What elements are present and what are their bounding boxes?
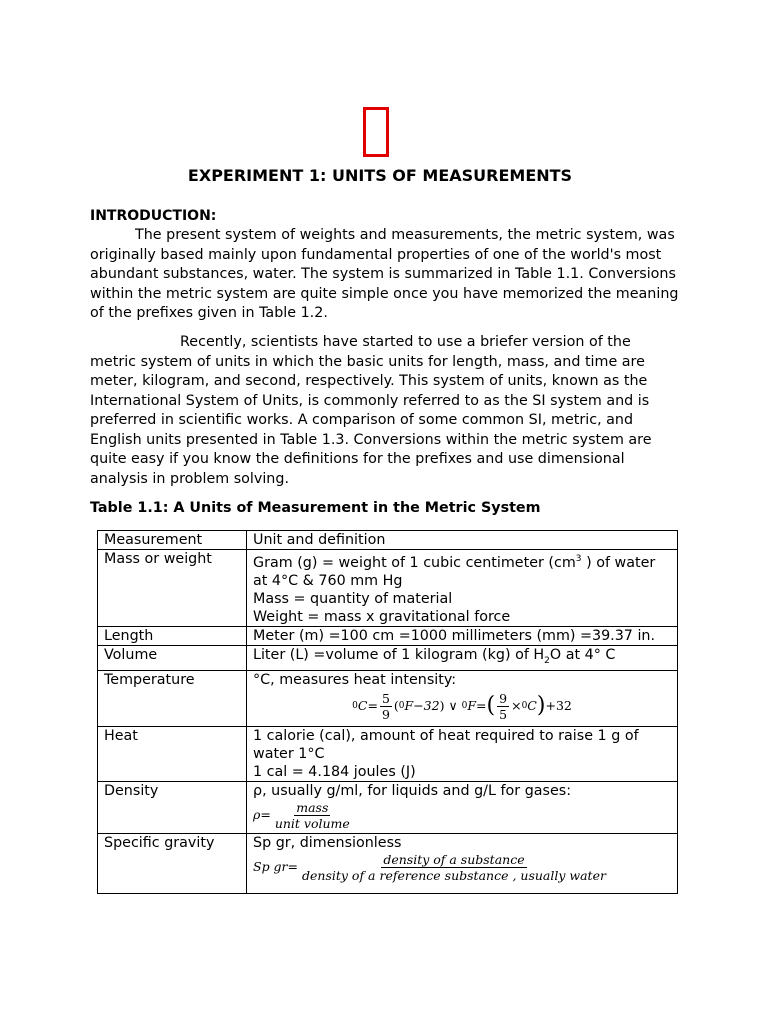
introduction-paragraph-2: Recently, scientists have started to use a briefer version of the metric system of units in which the basic units for length, mass, and time are meter, kilogram, and second, respectively. This system of units, known as the International System of Units, is commonly referred to as the SI system and is preferred in scientific works. A comparison of some common SI, metric, and English units presented in Table 1.3. Conversions within the metric system are quite easy if you know the definitions for the prefixes and use dimensional analysis in problem solving.: [90, 334, 652, 487]
volume-definition: Liter (L) =volume of 1 kilogram (kg) of $H_2O$ at 4° C: [247, 645, 678, 670]
specific-gravity-definition: [247, 833, 678, 893]
table-caption: Table 1.1: A Units of Measurement in the Metric System: [90, 500, 541, 516]
introduction-paragraph-1: The present system of weights and measurements, the metric system, was originally based mainly upon fundamental properties of one of the world's most abundant substances, water. The system is summarized in Table 1.1. Conversions within the metric system are quite simple once you have memorized the meaning of the prefixes given in Table 1.2.: [90, 227, 679, 321]
table-row-length: [98, 626, 678, 645]
specific-gravity-label: Specific gravity: [98, 833, 247, 893]
specific-gravity-formula: Sp gr= $\frac{\text{density of a substance}}{\text{density of a reference substance , usually water}}$: [253, 851, 606, 883]
mass-definition: [247, 550, 678, 627]
page-title: EXPERIMENT 1: UNITS OF MEASUREMENTS: [187, 166, 573, 185]
temperature-text: °C, measures heat intensity:: [253, 671, 457, 688]
heat-label: Heat: [98, 726, 247, 781]
temperature-label: Temperature: [98, 670, 247, 726]
table-row-temperature: [98, 670, 678, 726]
mass-line-1: Gram (g) = weight of 1 cubic centimeter ($cm^3$ ) of water at 4°C & 760 mm Hg: [253, 554, 656, 589]
table-header-row: [98, 531, 678, 550]
density-text: ρ, usually g/ml, for liquids and g/L for gases:: [253, 782, 572, 799]
table-row-heat: [98, 726, 678, 781]
units-table: [97, 530, 678, 894]
mass-line-2: Mass = quantity of material: [253, 590, 453, 607]
mass-label: Mass or weight: [98, 550, 247, 627]
temperature-definition: [247, 670, 678, 726]
header-measurement: Measurement: [98, 531, 247, 550]
red-rectangle-logo-icon: [363, 107, 389, 157]
temperature-formula: 0 C = $\frac{5}{9}$ ( 0 F−32 ) ∨ 0 F = ( $\frac{9}{5}$ × 0 C ) +32: [352, 690, 572, 722]
density-definition: [247, 781, 678, 833]
specific-gravity-text: Sp gr, dimensionless: [253, 834, 402, 851]
header-unit-definition: Unit and definition: [247, 531, 678, 550]
mass-line-3: Weight = mass x gravitational force: [253, 608, 511, 625]
table-row-mass: [98, 550, 678, 627]
length-label: Length: [98, 626, 247, 645]
table-row-volume: [98, 645, 678, 670]
density-label: Density: [98, 781, 247, 833]
heat-definition: [247, 726, 678, 781]
heat-line-1: 1 calorie (cal), amount of heat required to raise 1 g of water 1°C: [253, 727, 639, 762]
heat-line-2: 1 cal = 4.184 joules (J): [253, 763, 416, 780]
table-row-specific-gravity: [98, 833, 678, 893]
length-definition: Meter (m) =100 cm =1000 millimeters (mm) =39.37 in.: [247, 626, 678, 645]
volume-label: Volume: [98, 645, 247, 670]
table-row-density: [98, 781, 678, 833]
introduction-heading: INTRODUCTION:: [90, 208, 217, 224]
density-formula: ρ= $\frac{\text{mass}}{\text{unit volume}}$: [253, 799, 350, 831]
